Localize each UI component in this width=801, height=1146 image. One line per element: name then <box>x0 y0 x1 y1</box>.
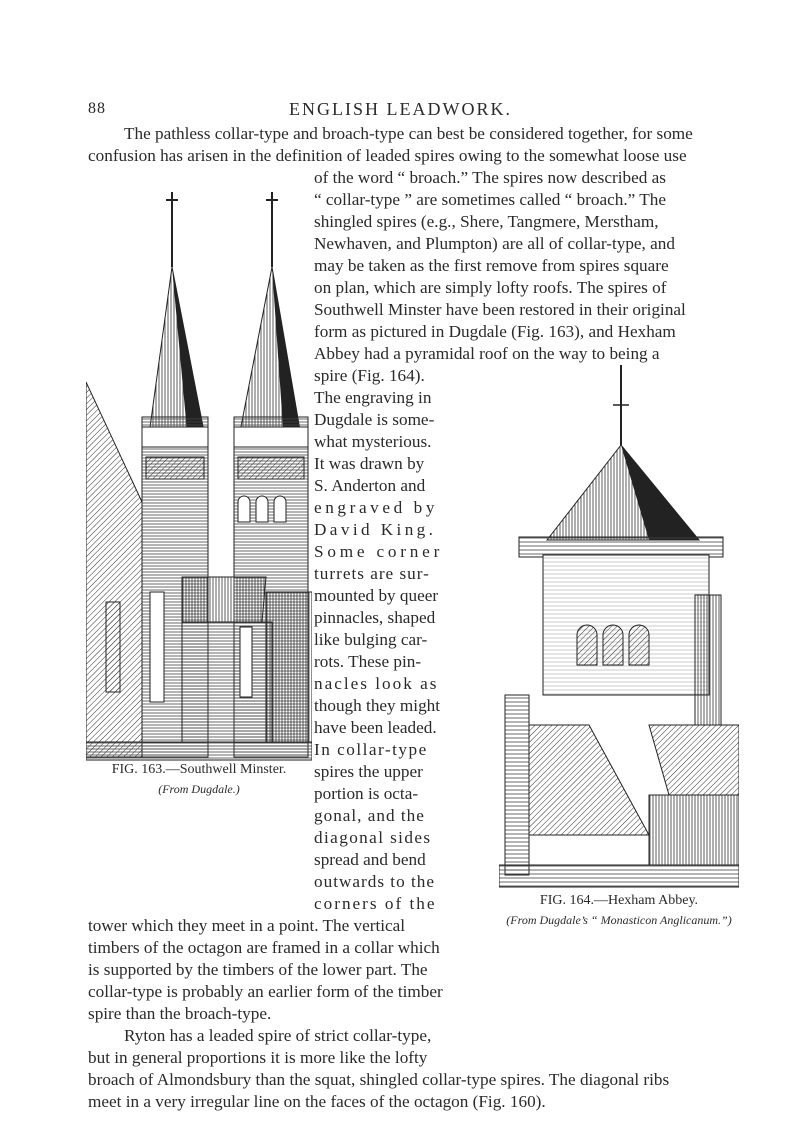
caption-fig-163 <box>86 762 312 797</box>
body-line: like bulging car- <box>314 630 428 649</box>
body-line: though they might <box>314 696 441 715</box>
figure-hexham-abbey <box>499 365 739 890</box>
figure-southwell-minster <box>86 172 312 762</box>
body-line: pinnacles, shaped <box>314 608 436 627</box>
body-line: portion is octa- <box>314 784 419 803</box>
body-line: “ collar-type ” are sometimes called “ broach.” The <box>314 190 666 209</box>
caption-source: (From Dugdale’s “ Monasticon Anglicanum.”) <box>506 913 732 927</box>
caption-text: FIG. 163.—Southwell Minster. <box>111 762 287 777</box>
caption-source: (From Dugdale.) <box>158 782 240 796</box>
page-number: 88 <box>88 100 106 117</box>
caption-text: FIG. 164.—Hexham Abbey. <box>539 893 699 908</box>
body-line: is supported by the timbers of the lower part. The <box>88 960 428 979</box>
body-line: The pathless collar-type and broach-type can best be considered together, for some <box>124 124 693 143</box>
body-line: of the word “ broach.” The spires now described as <box>314 168 666 187</box>
caption-fig-164 <box>479 893 759 928</box>
body-line: spire than the broach-type. <box>88 1004 272 1023</box>
body-line: Newhaven, and Plumpton) are all of collar-type, and <box>314 234 675 253</box>
body-line: turrets are sur- <box>314 564 430 583</box>
body-line: nacles look as <box>314 674 439 693</box>
body-line: Southwell Minster have been restored in their original <box>314 300 686 319</box>
body-line: Abbey had a pyramidal roof on the way to being a <box>314 344 660 363</box>
southwell-minster-engraving <box>86 172 312 762</box>
body-line: Dugdale is some- <box>314 410 435 429</box>
body-line: on plan, which are simply lofty roofs. The spires of <box>314 278 667 297</box>
hexham-abbey-engraving <box>499 365 739 890</box>
body-line: broach of Almondsbury than the squat, shingled collar-type spires. The diagonal ribs <box>88 1070 670 1089</box>
body-line: The engraving in <box>314 388 432 407</box>
body-line: have been leaded. <box>314 718 437 737</box>
body-line: engraved by <box>314 498 439 517</box>
body-line: may be taken as the first remove from spires square <box>314 256 669 275</box>
body-line: diagonal sides <box>314 828 432 847</box>
body-line: Some corner <box>314 542 444 561</box>
body-line: mounted by queer <box>314 586 439 605</box>
body-line: spread and bend <box>314 850 426 869</box>
running-head: ENGLISH LEADWORK. <box>289 99 512 119</box>
body-line: In collar-type <box>314 740 428 759</box>
body-line: collar-type is probably an earlier form of the timber <box>88 982 443 1001</box>
body-line: meet in a very irregular line on the faces of the octagon (Fig. 160). <box>88 1092 546 1111</box>
body-line: form as pictured in Dugdale (Fig. 163), and Hexham <box>314 322 676 341</box>
body-line: spires the upper <box>314 762 423 781</box>
body-line: corners of the <box>314 894 437 913</box>
body-line: confusion has arisen in the definition of leaded spires owing to the somewhat loose use <box>88 146 687 165</box>
body-line: David King. <box>314 520 437 539</box>
body-line: what mysterious. <box>314 432 432 451</box>
body-line: timbers of the octagon are framed in a collar which <box>88 938 440 957</box>
body-line: It was drawn by <box>314 454 425 473</box>
body-line: spire (Fig. 164). <box>314 366 425 385</box>
body-line: tower which they meet in a point. The vertical <box>88 916 406 935</box>
body-line: rots. These pin- <box>314 652 422 671</box>
body-line: Ryton has a leaded spire of strict collar-type, <box>124 1026 432 1045</box>
body-line: S. Anderton and <box>314 476 426 495</box>
body-line: shingled spires (e.g., Shere, Tangmere, Merstham, <box>314 212 659 231</box>
body-line: gonal, and the <box>314 806 425 825</box>
body-line: but in general proportions it is more like the lofty <box>88 1048 428 1067</box>
body-line: outwards to the <box>314 872 435 891</box>
